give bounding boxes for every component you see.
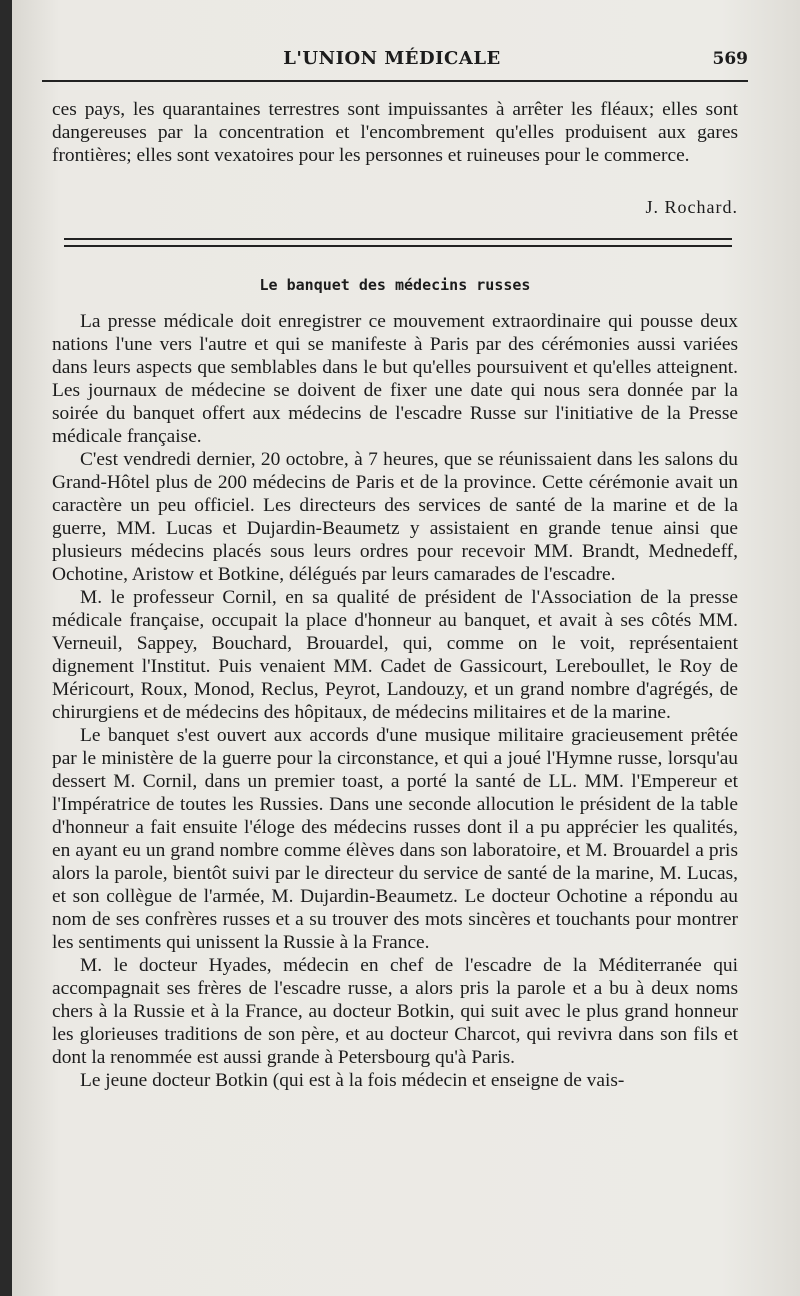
article-paragraph: M. le docteur Hyades, médecin en chef de l'escadre de la Méditerranée qui accompagnait ses frères de l'escadre russe, a alors pris la parole et a bu à deux noms chers à la Russie et à la France, au docteur Botkin, qui suit avec le plus grand honneur les glorieuses traditions de son père, et au docteur Charcot, qui revivra dans son fils et dont la renommée est aussi grande à Petersbourg qu'à Paris. [52,955,738,1068]
intro-text: ces pays, les quarantaines terrestres sont impuissantes à arrêter les fléaux; elles sont dangereuses par la concentration et l'encombrement qu'elles produisent aux gares frontières; elles sont vexatoires pour les personnes et ruineuses pour le commerce. [52,99,738,166]
running-header [42,48,748,72]
article-body [52,310,738,1092]
article-paragraph: C'est vendredi dernier, 20 octobre, à 7 heures, que se réunissaient dans les salons du Grand-Hôtel plus de 200 médecins de Paris et de la province. Cette cérémonie avait un caractère un peu officiel. Les directeurs des services de santé de la marine et de la guerre, MM. Lucas et Dujardin-Beaumetz y assistaient en grande tenue ainsi que plusieurs médecins placés sous leurs ordres pour recevoir MM. Brandt, Mednedeff, Ochotine, Aristow et Botkine, délégués par leurs camarades de l'escadre. [52,449,738,585]
document-page [12,0,800,1296]
intro-paragraph [52,98,738,167]
article-paragraph: Le banquet s'est ouvert aux accords d'une musique militaire gracieusement prêtée par le ministère de la guerre pour la circonstance, et qui a joué l'Hymne russe, lorsqu'au dessert M. Cornil, dans un premier toast, a porté la santé de LL. MM. l'Empereur et l'Impératrice de toutes les Russies. Dans une seconde allocution le président de la table d'honneur a fait ensuite l'éloge des médecins russes dont il a pu apprécier les qualités, en ayant eu un grand nombre comme élèves dans son laboratoire, et M. Brouardel a pris alors la parole, bientôt suivi par le directeur du service de santé de la marine, M. Lucas, et son collègue de l'armée, M. Dujardin-Beaumetz. Le docteur Ochotine a répondu au nom de ses confrères russes et a su trouver des mots sincères et touchants pour montrer les sentiments qui unissent la Russie à la France. [52,725,738,953]
header-rule [42,80,748,82]
section-divider [64,238,732,247]
article-title: Le banquet des médecins russes [259,276,531,294]
article-paragraph: La presse médicale doit enregistrer ce mouvement extraordinaire qui pousse deux nations l'une vers l'autre et qui se manifeste à Paris par des cérémonies aussi variées dans leurs aspects que semblables dans le but qu'elles poursuivent et qu'elles atteignent. Les journaux de médecine se doivent de fixer une date qui nous sera donnée par la soirée du banquet offert aux médecins de l'escadre Russe sur l'initiative de la Presse médicale française. [52,311,738,447]
journal-title: L'UNION MÉDICALE [283,48,501,69]
page-number: 569 [712,49,748,69]
article-paragraph: Le jeune docteur Botkin (qui est à la fois médecin et enseigne de vais- [80,1070,625,1091]
article-paragraph: M. le professeur Cornil, en sa qualité de président de l'Association de la presse médicale française, occupait la place d'honneur au banquet, et avait à ses côtés MM. Verneuil, Sappey, Bouchard, Brouardel, qui, comme on le voit, représentaient dignement l'Institut. Puis venaient MM. Cadet de Gassicourt, Lereboullet, le Roy de Méricourt, Roux, Monod, Reclus, Peyrot, Landouzy, et un grand nombre d'agrégés, de chirurgiens et de médecins des hôpitaux, de médecins militaires et de la marine. [52,587,738,723]
author-signature: J. Rochard. [645,197,738,217]
